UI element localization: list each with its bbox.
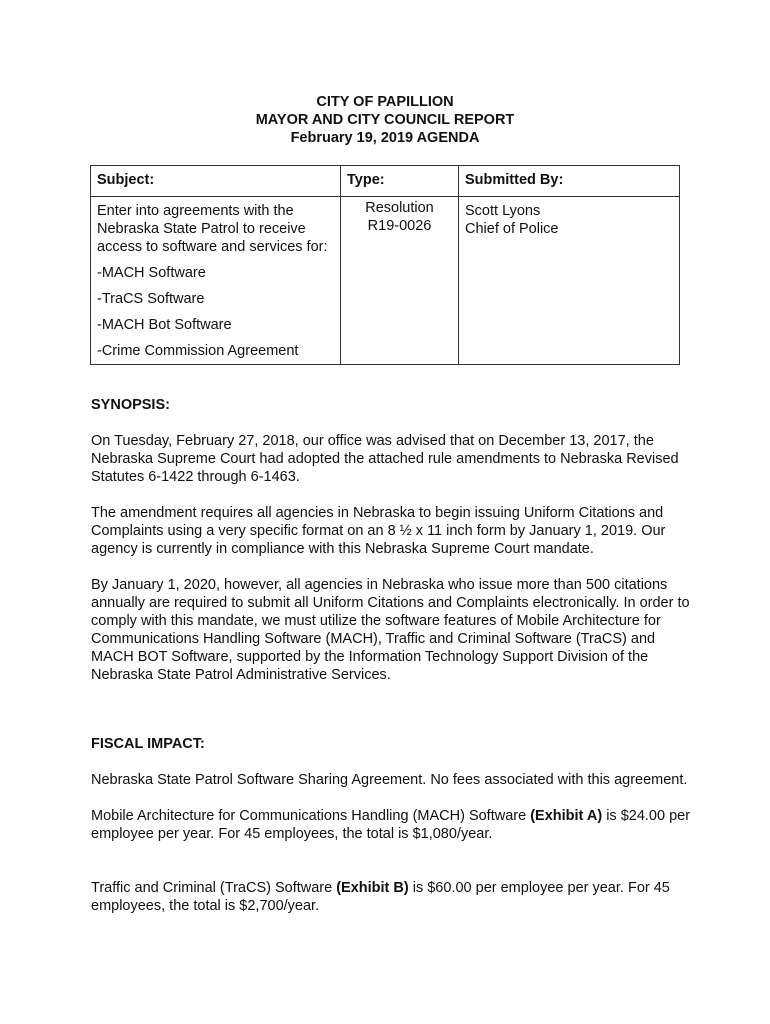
- synopsis-title: SYNOPSIS:: [91, 397, 170, 413]
- subject-label: Subject:: [91, 166, 341, 197]
- report-header: [0, 93, 770, 147]
- subject-text: Enter into agreements with the Nebraska State Patrol to receive access to software and services for:: [97, 203, 328, 255]
- fiscal-paragraph: [91, 807, 691, 843]
- type-value: Resolution: [365, 200, 434, 216]
- exhibit-a: (Exhibit A): [530, 808, 603, 824]
- synopsis-paragraph: By January 1, 2020, however, all agencies in Nebraska who issue more than 500 citations annually are required to submit all Uniform Citations and Complaints electronically. In order to comply with this mandate, we must utilize the software features of Mobile Architecture for Communications Handling Software (MACH), Traffic and Criminal Software (TraCS) and MACH BOT Software, supported by the Information Technology Support Division of the Nebraska State Patrol Administrative Services.: [91, 577, 690, 683]
- table-body-row: [91, 197, 680, 365]
- tracs-text: Traffic and Criminal (TraCS) Software: [91, 880, 337, 896]
- subject-item: -MACH Bot Software: [97, 317, 232, 333]
- subject-item: -MACH Software: [97, 265, 206, 281]
- type-cell: [341, 197, 459, 365]
- subject-table: [90, 165, 680, 365]
- fiscal-section: [91, 735, 691, 915]
- mach-text: Mobile Architecture for Communications Handling (MACH) Software: [91, 808, 531, 824]
- synopsis-section: [91, 396, 691, 684]
- table-header-row: [91, 166, 680, 197]
- submitted-cell: [459, 197, 680, 365]
- mach-cost: is $24.00 per employee per year. For 45 employees, the total is $1,080/year.: [91, 808, 691, 842]
- submitted-label: Submitted By:: [459, 166, 680, 197]
- resolution-number: R19-0026: [367, 218, 432, 234]
- city-name: CITY OF PAPILLION: [316, 94, 454, 110]
- subject-item: -Crime Commission Agreement: [97, 343, 299, 359]
- subject-cell: [91, 197, 341, 365]
- synopsis-paragraph: The amendment requires all agencies in Nebraska to begin issuing Uniform Citations and Complaints using a very specific format on an 8 ½ x 11 inch form by January 1, 2019. Our agency is currently in compliance with this Nebraska Supreme Court mandate.: [91, 505, 666, 557]
- fiscal-paragraph: [91, 879, 691, 915]
- tracs-cost: is $60.00 per employee per year. For 45 employees, the total is $2,700/year.: [91, 880, 670, 914]
- fiscal-paragraph: Nebraska State Patrol Software Sharing Agreement. No fees associated with this agreement.: [91, 772, 688, 788]
- type-label: Type:: [341, 166, 459, 197]
- submitter-title: Chief of Police: [465, 221, 559, 237]
- fiscal-title: FISCAL IMPACT:: [91, 736, 205, 752]
- agenda-date: February 19, 2019 AGENDA: [290, 130, 480, 146]
- report-title: MAYOR AND CITY COUNCIL REPORT: [255, 112, 515, 128]
- exhibit-b: (Exhibit B): [336, 880, 409, 896]
- submitter-name: Scott Lyons: [465, 203, 541, 219]
- subject-item: -TraCS Software: [97, 291, 205, 307]
- synopsis-paragraph: On Tuesday, February 27, 2018, our office was advised that on December 13, 2017, the Nebraska Supreme Court had adopted the attached rule amendments to Nebraska Revised Statutes 6-1422 through 6-1463.: [91, 433, 679, 485]
